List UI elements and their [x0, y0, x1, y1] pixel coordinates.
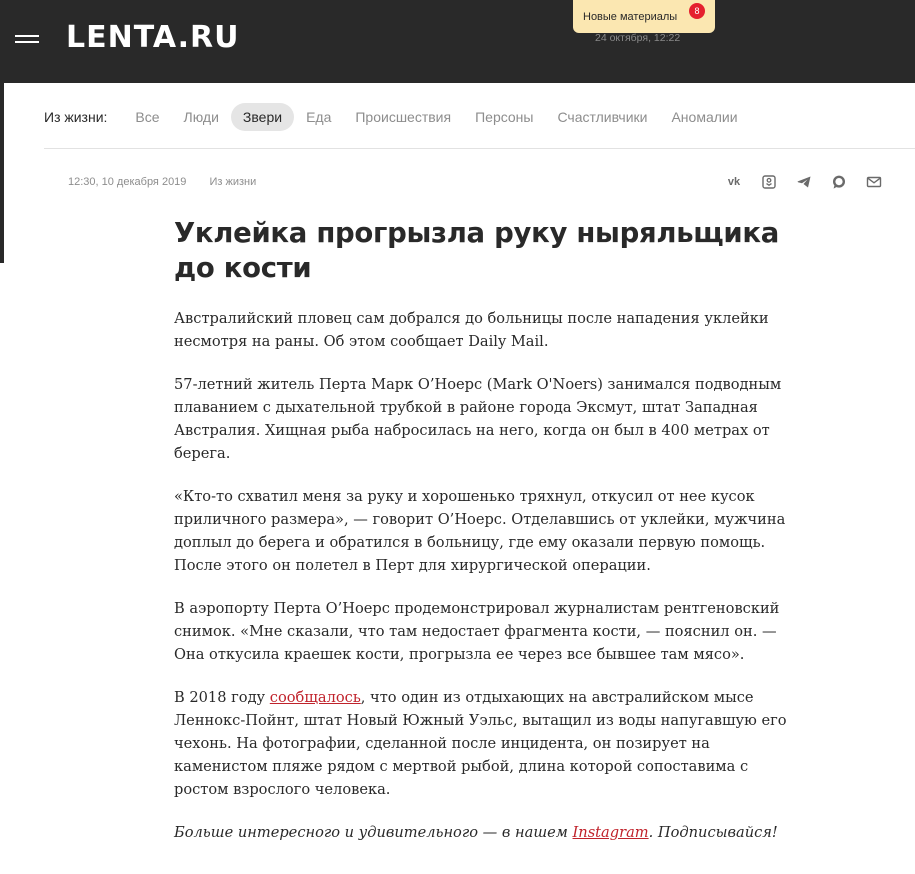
rubric-tab-incidents[interactable]: Происшествия — [355, 109, 452, 125]
article-title: Уклейка прогрызла руку ныряльщика до кости — [174, 217, 779, 284]
rubric-tab-persons[interactable]: Персоны — [475, 109, 534, 125]
header-timestamp: 24 октября, 12:22 — [595, 32, 681, 44]
new-materials-button[interactable] — [573, 0, 715, 33]
article-paragraph: 57-летний житель Перта Марк О’Ноерс (Mark O'Noers) занимался подводным плаванием с дыхательной трубкой в районе города Эксмут, штат Западная Австралия. Хищная рыба набросилась на него, когда он был в 400 метрах от берега. — [174, 376, 782, 462]
rubric-nav — [44, 102, 750, 132]
rubric-tab-all[interactable]: Все — [135, 109, 160, 125]
article-meta — [68, 176, 256, 188]
promo-text: Больше интересного и удивительного — в нашем — [174, 824, 573, 841]
site-logo[interactable]: LENTA.RU — [66, 20, 240, 55]
rubric-tab-animals[interactable]: Звери — [231, 103, 294, 131]
rubric-section-label: Из жизни: — [44, 109, 108, 125]
hamburger-menu-icon[interactable] — [15, 31, 39, 47]
reported-link[interactable]: сообщалось — [269, 689, 361, 706]
vk-icon-text: vk — [727, 176, 741, 188]
article-rubric-link[interactable]: Из жизни — [209, 176, 257, 188]
article-paragraph: Австралийский пловец сам добрался до больницы после нападения уклейки несмотря на раны. Об этом сообщает Daily Mail. — [174, 310, 769, 350]
article-paragraph: В аэропорту Перта О’Ноерс продемонстрировал журналистам рентгеновский снимок. «Мне сказали, что там недостает фрагмента кости, — пояснил он. — Она откусила краешек кости, прогрызла ее через все бывшее там мясо». — [174, 600, 780, 663]
rubric-tab-people[interactable]: Люди — [183, 109, 219, 125]
paragraph-text: В 2018 году — [174, 689, 270, 706]
share-buttons — [724, 172, 884, 192]
promo-text: . Подписывайся! — [648, 824, 778, 841]
odnoklassniki-icon[interactable] — [759, 172, 779, 192]
article-paragraph — [174, 686, 799, 801]
rubric-tab-anomalies[interactable]: Аномалии — [671, 109, 738, 125]
rubric-tab-food[interactable]: Еда — [306, 109, 332, 125]
new-materials-label: Новые материалы — [583, 10, 678, 23]
instagram-promo — [174, 821, 799, 844]
rubric-tab-lucky[interactable]: Счастливчики — [557, 109, 648, 125]
mail-icon[interactable] — [864, 172, 884, 192]
nav-divider — [44, 148, 915, 149]
article-paragraph: «Кто-то схватил меня за руку и хорошенько тряхнул, откусил от нее кусок приличного размера», — говорит О’Ноерс. Отделавшись от уклейки, мужчина доплыл до берега и обратился в больницу, где ему оказали первую помощь. После этого он полетел в Перт для хирургической операции. — [174, 488, 786, 574]
article-datetime: 12:30, 10 декабря 2019 — [68, 176, 187, 188]
new-materials-count-badge: 8 — [689, 3, 705, 19]
instagram-link[interactable]: Instagram — [572, 824, 649, 841]
vk-icon[interactable] — [724, 172, 744, 192]
top-bar — [0, 0, 915, 83]
paragraph-text: , что один из отдыхающих на австралийском мысе Леннокс-Пойнт, штат Новый Южный Уэльс, вытащил из воды напугавшую его чехонь. На фотографии, сделанной после инцидента, он позирует на каменистом пляже рядом с мертвой рыбой, длина которой сопоставима с ростом взрослого человека. — [174, 689, 787, 798]
article-body — [174, 307, 799, 864]
telegram-icon[interactable] — [794, 172, 814, 192]
messenger-icon[interactable] — [829, 172, 849, 192]
